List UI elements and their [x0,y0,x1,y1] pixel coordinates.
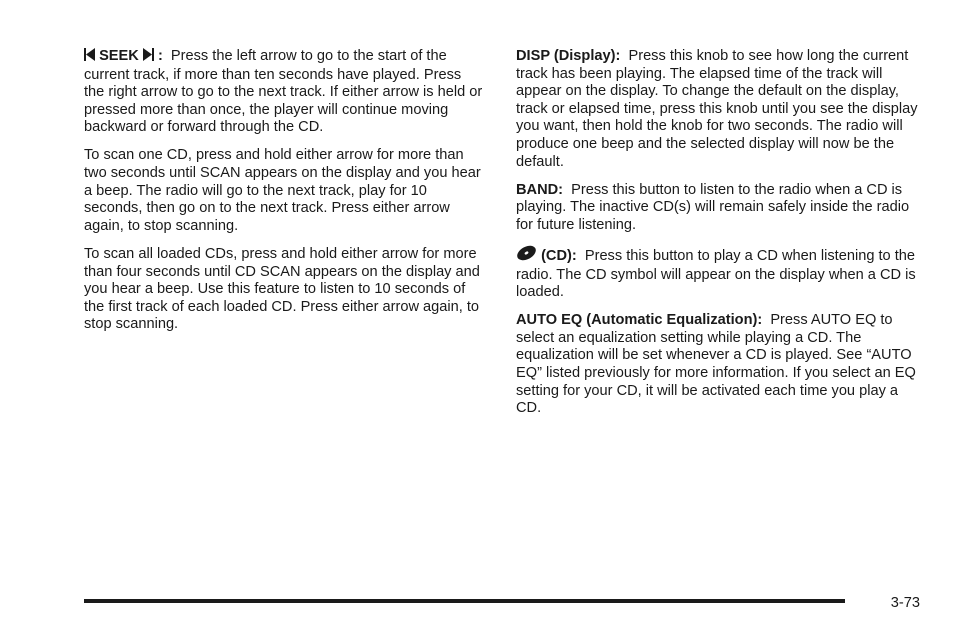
auto-eq-paragraph [516,312,920,418]
seek-text: Press the left arrow to go to the start of the current track, if more than ten seconds have played. Press the right arrow to go to the next track. If either arrow is held or pressed more than once, the player will continue moving backward or forward through the CD. [84,48,483,136]
page-number: 3-73 [890,595,920,611]
scan-all-paragraph: To scan all loaded CDs, press and hold either arrow for more than four seconds until CD SCAN appears on the display and you hear a beep. Use this feature to listen to 10 seconds of the first track of each loaded CD. Press either arrow again, to stop scanning. [84,245,480,333]
seek-back-icon [84,48,95,67]
cd-disc-icon [516,245,537,267]
disp-label: DISP (Display): [516,48,621,64]
disp-text: Press this knob to see how long the current track has been playing. The elapsed time of the track will appear on the display. To change the default on the display, track or elapsed time, press this knob until you see the display you want, then hold the knob for two seconds. The radio will produce one beep and the selected display will now be the default. [516,48,918,170]
disp-paragraph [516,48,920,171]
scan-one-paragraph: To scan one CD, press and hold either arrow for more than two seconds until SCAN appears on the display and you hear a beep. The radio will go to the next track, play for 10 seconds, then go on to the next track. Press either arrow again, to stop scanning. [84,147,481,234]
footer-rule [84,599,845,603]
cd-text: Press this button to play a CD when listening to the radio. The CD symbol will appear on the display when a CD is loaded. [516,247,916,301]
left-column [84,48,484,344]
seek-forward-icon [143,48,154,67]
right-column [516,48,920,428]
band-label: BAND: [516,181,564,198]
seek-paragraph [84,48,484,137]
band-paragraph [516,182,920,235]
auto-eq-label: AUTO EQ (Automatic Equalization): [516,312,763,329]
seek-label: SEEK [99,48,139,64]
band-text: Press this button to listen to the radio when a CD is playing. The inactive CD(s) will remain safely inside the radio for future listening. [516,181,910,233]
cd-paragraph [516,245,920,302]
cd-label: (CD): [541,247,577,264]
seek-colon: : [157,48,163,64]
auto-eq-text: Press AUTO EQ to select an equalization setting while playing a CD. The equalization will be set whenever a CD is played. See “AUTO EQ” listed previously for more information. If you select an EQ setting for your CD, it will be activated each time you play a CD. [516,312,916,417]
